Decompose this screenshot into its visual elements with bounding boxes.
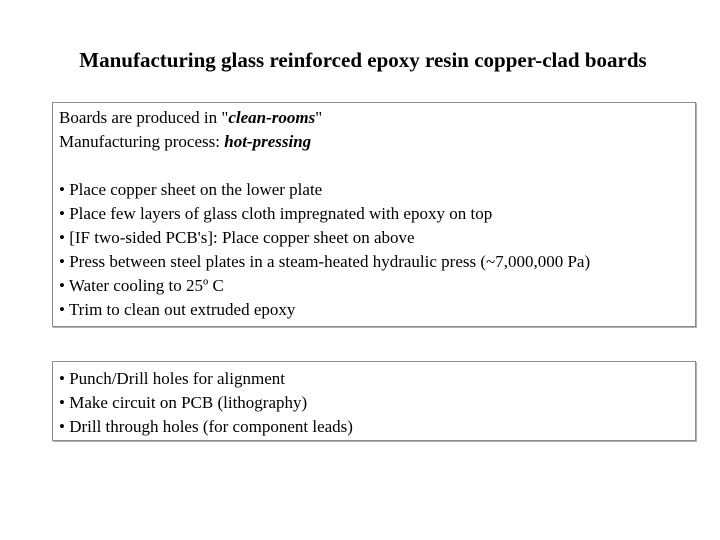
- post-process-box: [52, 361, 696, 441]
- process-emphasis: hot-pressing: [224, 132, 312, 151]
- post-process-bullet: • Make circuit on PCB (lithography): [59, 393, 308, 412]
- slide-title: Manufacturing glass reinforced epoxy resin copper-clad boards: [79, 48, 647, 72]
- process-bullet: • Place few layers of glass cloth impregnated with epoxy on top: [59, 204, 493, 223]
- clean-room-suffix: ": [315, 108, 323, 127]
- process-bullet: • Press between steel plates in a steam-heated hydraulic press (~7,000,000 Pa): [59, 252, 591, 271]
- clean-room-emphasis: clean-rooms: [228, 108, 316, 127]
- process-box: [52, 102, 696, 327]
- post-process-bullet: • Drill through holes (for component leads): [59, 417, 353, 436]
- clean-room-prefix: Boards are produced in ": [59, 108, 229, 127]
- process-bullet: • Place copper sheet on the lower plate: [59, 180, 323, 199]
- process-bullet: • Trim to clean out extruded epoxy: [59, 300, 296, 319]
- process-bullet: • Water cooling to 25º C: [59, 276, 224, 295]
- process-prefix: Manufacturing process:: [59, 132, 225, 151]
- post-process-bullet: • Punch/Drill holes for alignment: [59, 369, 285, 388]
- process-bullet: • [IF two-sided PCB's]: Place copper sheet on above: [59, 228, 415, 247]
- clean-room-line: [59, 106, 695, 130]
- process-line: [59, 130, 695, 154]
- spacer: [59, 154, 695, 178]
